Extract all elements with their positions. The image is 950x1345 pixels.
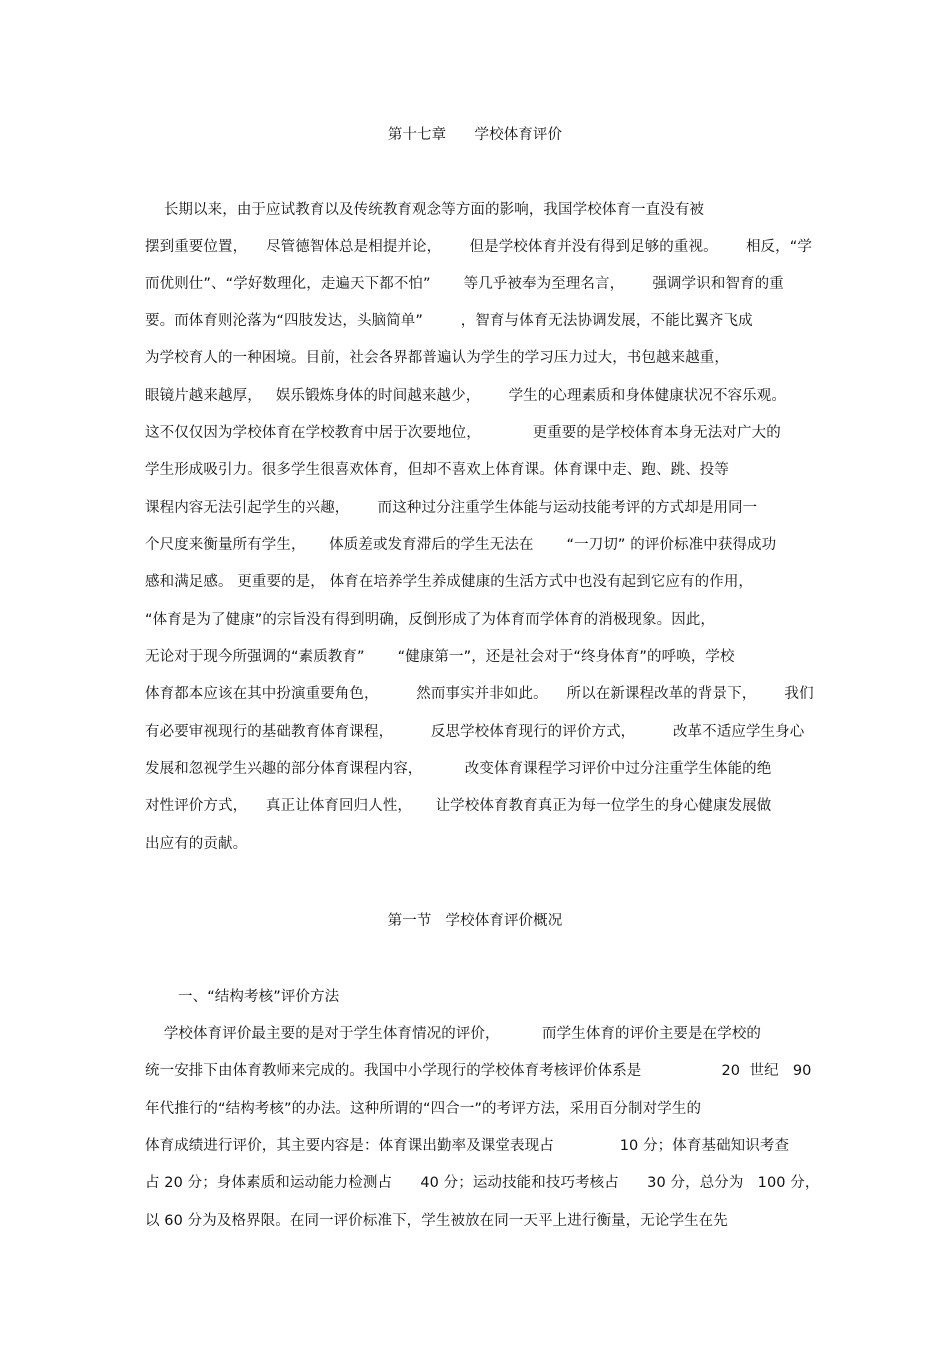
text-line: 有必要审视现行的基础教育体育课程， 反思学校体育现行的评价方式， 改革不适应学生身心 — [145, 724, 805, 740]
text-line: 出应有的贡献。 — [145, 836, 248, 852]
text-line: 占 20 分；身体素质和运动能力检测占 40 分；运动技能和技巧考核占 30 分，总分为 100 分， — [145, 1175, 820, 1191]
text-line: 统一安排下由体育教师来完成的。我国中小学现行的学校体育考核评价体系是 20 世纪 90 — [145, 1063, 812, 1079]
text-line: 眼镜片越来越厚， 娱乐锻炼身体的时间越来越少， 学生的心理素质和身体健康状况不容乐观。 — [145, 388, 786, 404]
text-line: 年代推行的“结构考核”的办法。这种所谓的“四合一”的考评方法，采用百分制对学生的 — [145, 1101, 702, 1117]
text-line: 而优则仕”、“学好数理化，走遍天下都不怕” 等几乎被奉为至理名言， 强调学识和智育的重 — [145, 276, 784, 292]
text-line: 发展和忽视学生兴趣的部分体育课程内容， 改变体育课程学习评价中过分注重学生体能的绝 — [145, 761, 772, 777]
text-line: 体育都本应该在其中扮演重要角色， 然而事实并非如此。 所以在新课程改革的背景下， 我们 — [145, 686, 814, 702]
text-line: 这不仅仅因为学校体育在学校教育中居于次要地位， 更重要的是学校体育本身无法对广大的 — [145, 425, 781, 441]
text-line: “体育是为了健康”的宗旨没有得到明确，反倒形成了为体育而学体育的消极现象。因此， — [145, 612, 716, 628]
text-line: 为学校育人的一种困境。目前，社会各界都普遍认为学生的学习压力过大，书包越来越重， — [145, 350, 729, 366]
text-line: 学校体育评价最主要的是对于学生体育情况的评价， 而学生体育的评价主要是在学校的 — [145, 1026, 762, 1042]
text-line: 以 60 分为及格界限。在同一评价标准下，学生被放在同一天平上进行衡量，无论学生在先 — [145, 1213, 728, 1229]
text-line: 无论对于现今所强调的“素质教育” “健康第一”，还是社会对于“终身体育”的呼唤，学校 — [145, 649, 735, 665]
text-line: 课程内容无法引起学生的兴趣， 而这种过分注重学生体能与运动技能考评的方式却是用同一 — [145, 500, 758, 516]
text-line: 摆到重要位置， 尽管德智体总是相提并论， 但是学校体育并没有得到足够的重视。 相反，“学 — [145, 239, 812, 255]
text-line: 体育成绩进行评价，其主要内容是：体育课出勤率及课堂表现占 10 分；体育基础知识考查 — [145, 1138, 790, 1154]
text-line: 学生形成吸引力。很多学生很喜欢体育，但却不喜欢上体育课。体育课中走、跑、跳、投等 — [145, 462, 729, 478]
text-line: 对性评价方式， 真正让体育回归人性， 让学校体育教育真正为每一位学生的身心健康发展做 — [145, 798, 772, 814]
text-line: 要。而体育则沦落为“四肢发达，头脑简单” ，智育与体育无法协调发展，不能比翼齐飞成 — [145, 313, 753, 329]
chapter-title: 第十七章 学校体育评价 — [387, 127, 563, 143]
subsection-title: 一、“结构考核”评价方法 — [178, 989, 340, 1005]
text-line: 感和满足感。 更重要的是， 体育在培养学生养成健康的生活方式中也没有起到它应有的作用， — [145, 574, 754, 590]
text-line: 个尺度来衡量所有学生， 体质差或发育滞后的学生无法在 “一刀切” 的评价标准中获得成功 — [145, 537, 777, 553]
text-line: 长期以来，由于应试教育以及传统教育观念等方面的影响，我国学校体育一直没有被 — [145, 202, 705, 218]
section-title: 第一节 学校体育评价概况 — [387, 913, 563, 929]
